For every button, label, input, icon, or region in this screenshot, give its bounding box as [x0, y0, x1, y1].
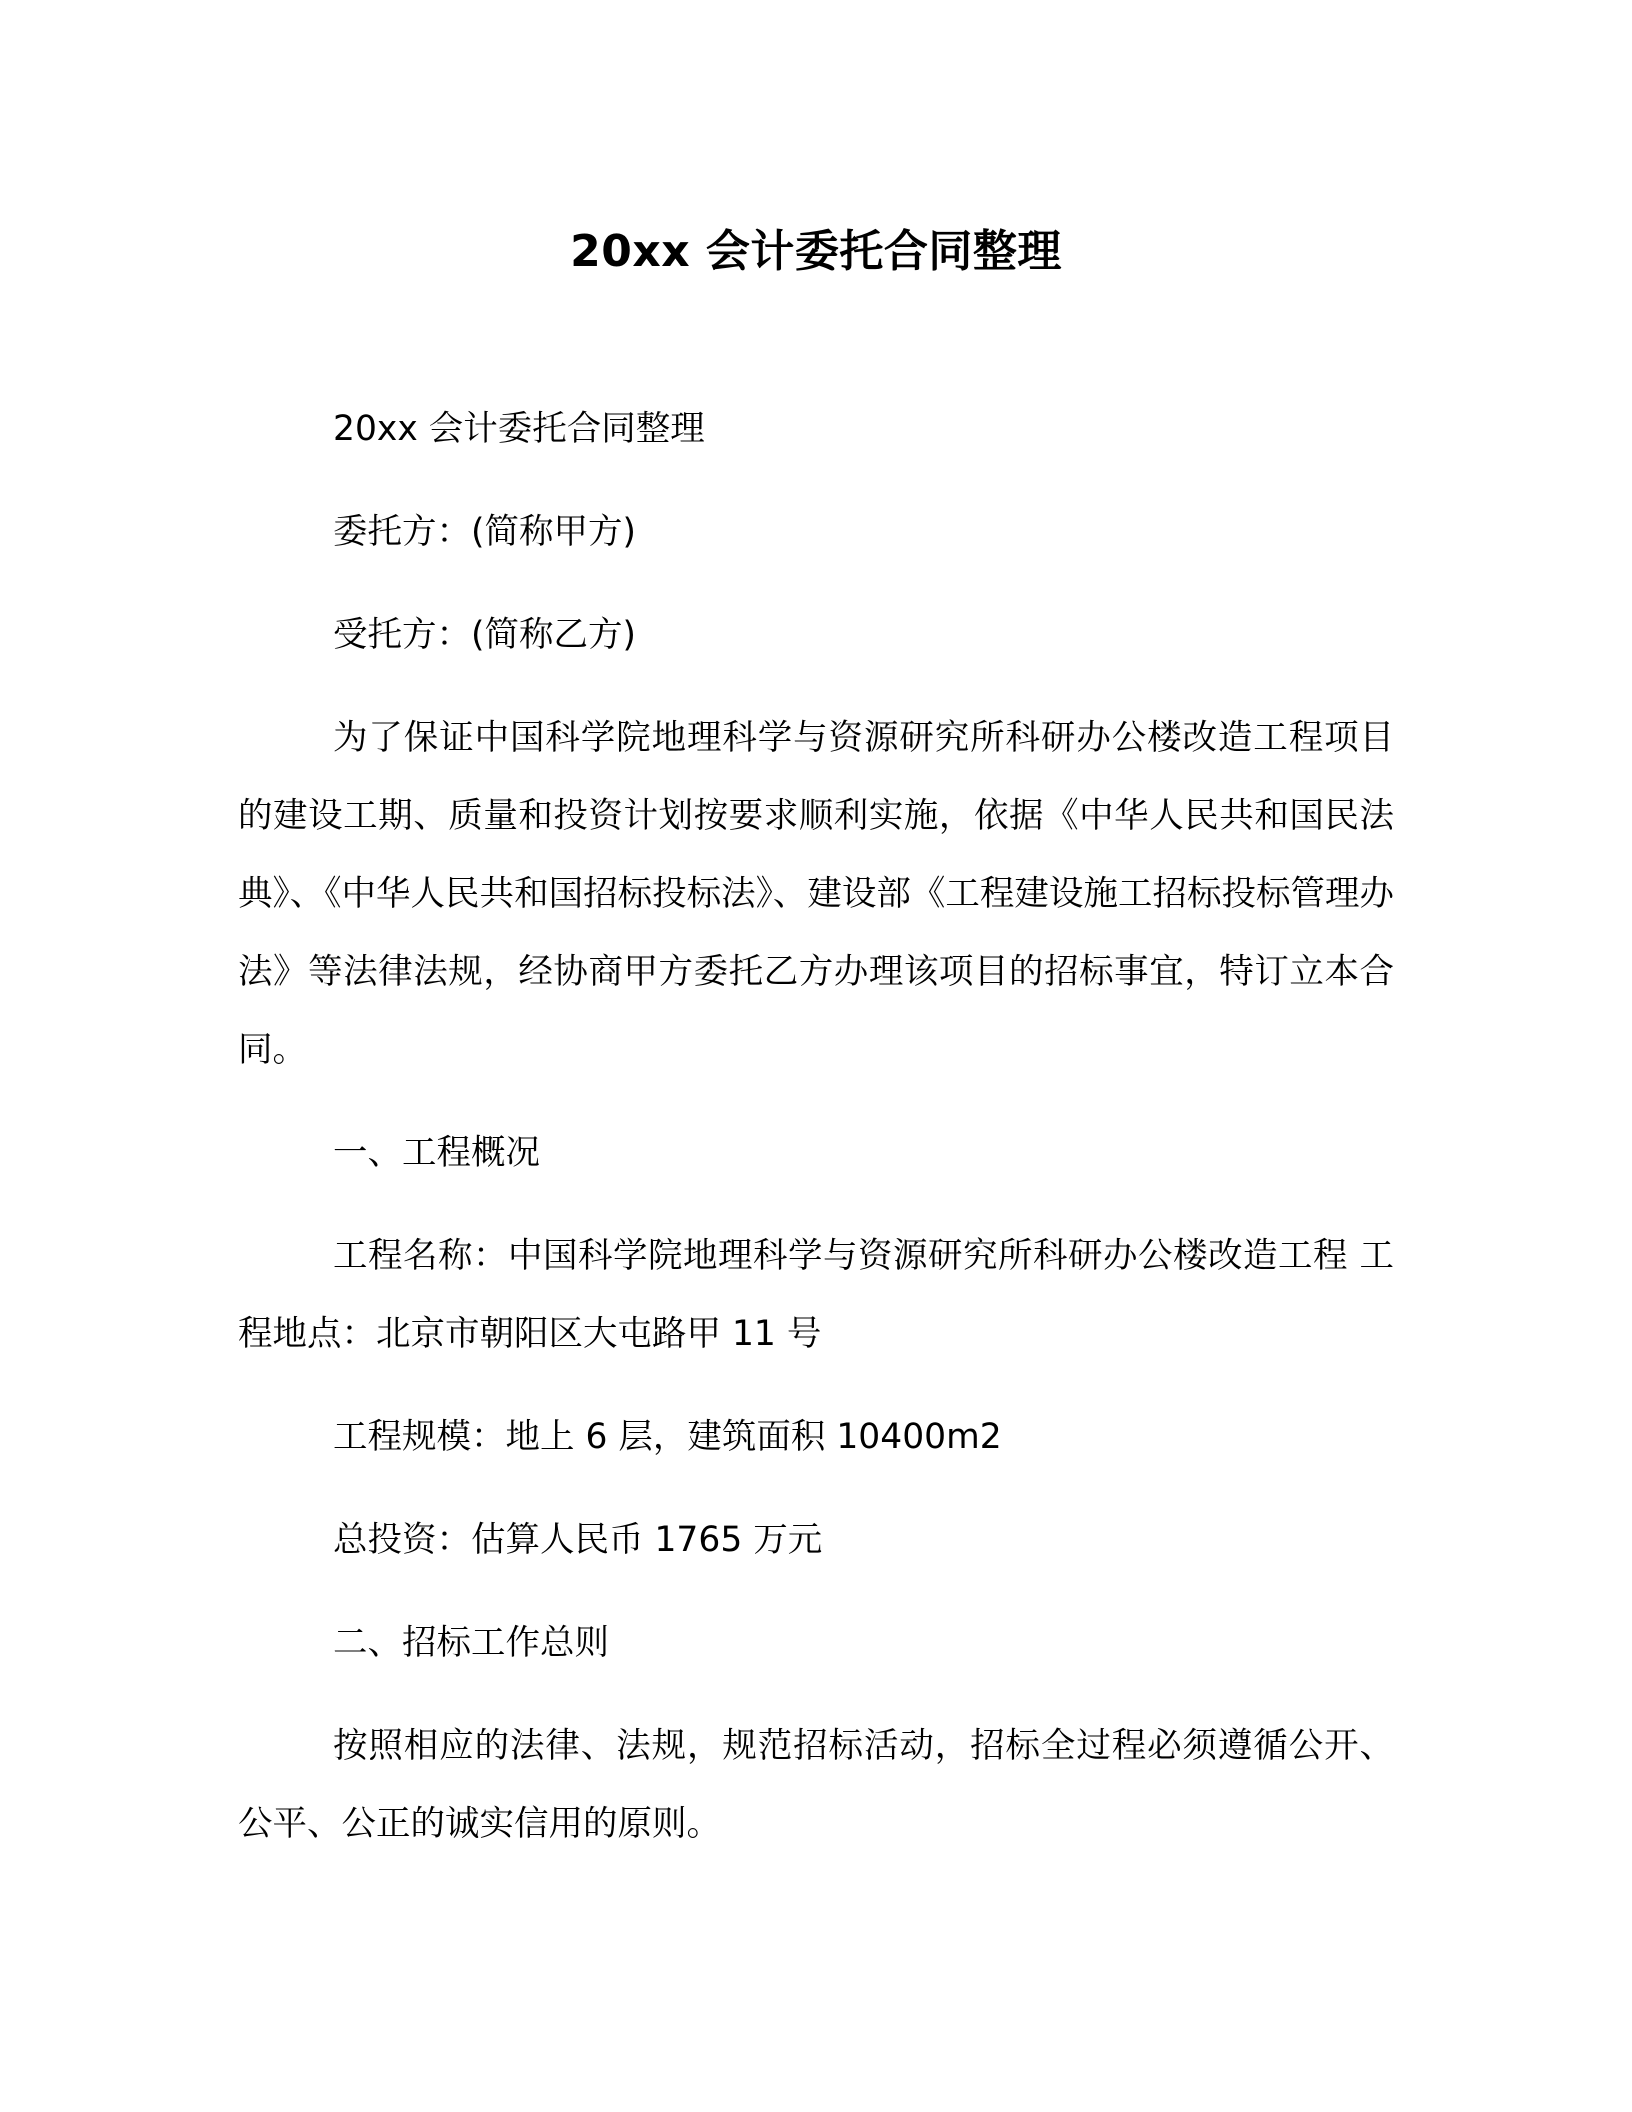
paragraph-subtitle: 20xx 会计委托合同整理 [333, 409, 705, 449]
paragraph-principles: 按照相应的法律、法规，规范招标活动，招标全过程必须遵循公开、公平、公正的诚实信用的原则。 [238, 1726, 1394, 1844]
paragraph-project-scale: 工程规模：地上 6 层，建筑面积 10400m2 [333, 1417, 1002, 1457]
paragraph-total-investment: 总投资：估算人民币 1765 万元 [333, 1520, 823, 1560]
paragraph-contractor: 受托方：(简称乙方) [333, 615, 636, 655]
paragraph-project-name-location: 工程名称：中国科学院地理科学与资源研究所科研办公楼改造工程 工程地点：北京市朝阳区大屯路甲 11 号 [238, 1236, 1394, 1354]
section-heading-general-principles: 二、招标工作总则 [333, 1623, 609, 1663]
document-title: 20xx 会计委托合同整理 [570, 226, 1062, 277]
paragraph-client: 委托方：(简称甲方) [333, 512, 636, 552]
paragraph-preamble: 为了保证中国科学院地理科学与资源研究所科研办公楼改造工程项目的建设工期、质量和投资计划按要求顺利实施，依据《中华人民共和国民法典》、《中华人民共和国招标投标法》、建设部《工程建设施工招标投标管理办法》等法律法规，经协商甲方委托乙方办理该项目的招标事宜，特订立本合同。 [238, 718, 1394, 1070]
section-heading-overview: 一、工程概况 [333, 1133, 540, 1173]
document-body [238, 390, 1394, 1888]
